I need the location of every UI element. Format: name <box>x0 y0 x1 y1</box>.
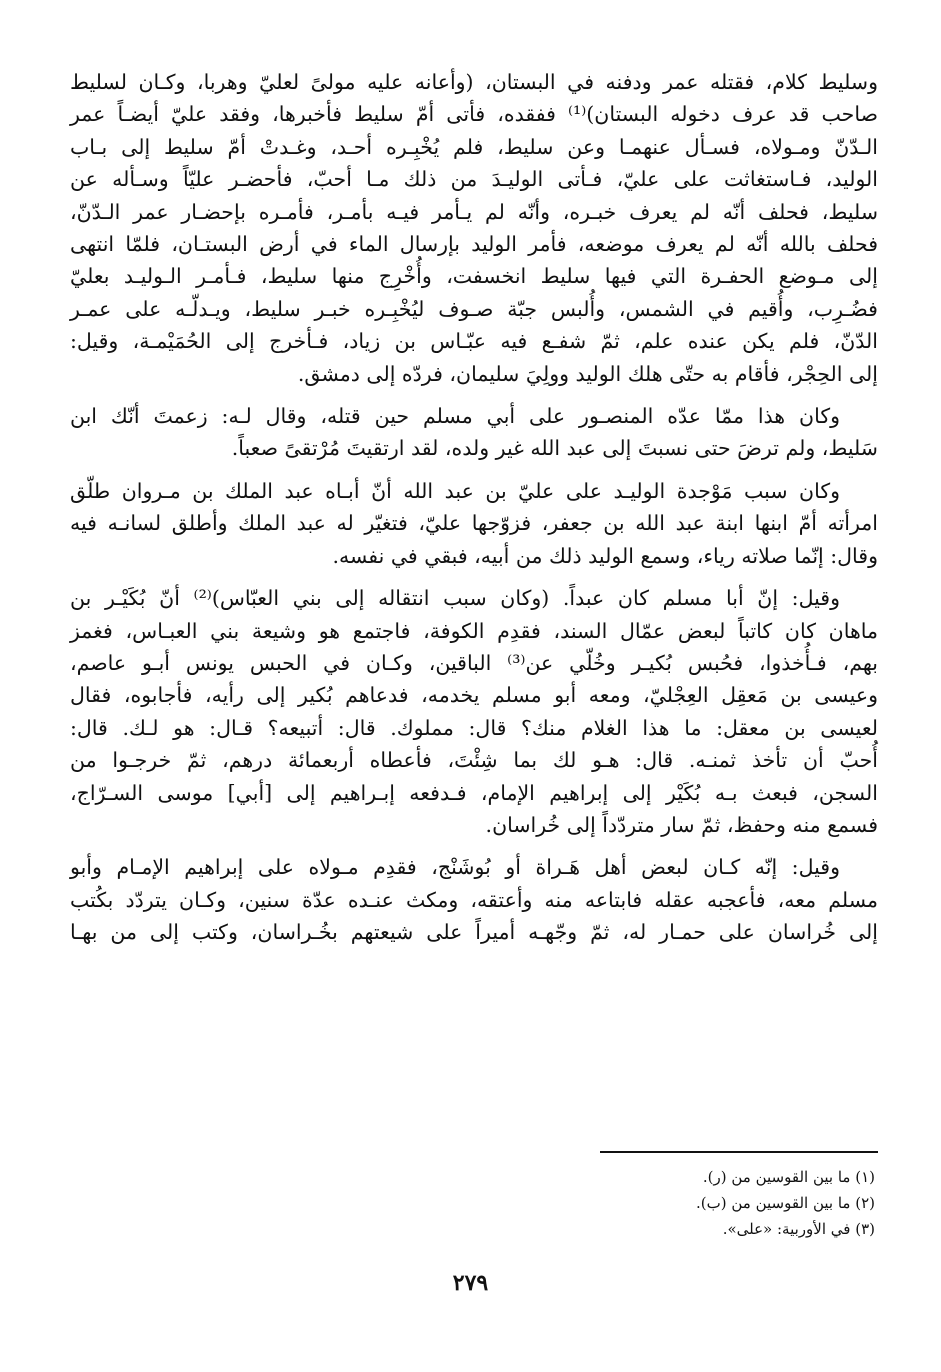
text-line: وقال: إنّما صلاته رياء، وسمع الوليد ذلك من أبيه، فبقي في نفسه. <box>332 543 878 568</box>
page-body <box>70 66 878 959</box>
text-line: بهم، فـأُخذوا، فحُبس بُكيـر وخُلّي عن⁽³⁾ الباقين، وكـان في الحبس يونس أبـو عاصم، <box>70 650 878 675</box>
text-line: الـدّنّ ومـولاه، فسـأل عنهمـا وعن سليط، فلم يُخْبِـره أحـد، وغـدتْ أمّ سليط إلى بـاب <box>70 134 878 159</box>
text-line: إلى مـوضع الحفـرة التي فيها سليط انخسفت، وأُخْرِج منها سليط، فـأمـر الـوليـد بعليّ <box>70 264 878 289</box>
text-line: السجن، فبعث بـه بُكَيْر إلى إبراهيم الإمام، فـدفعه إبـراهيم إلى [أبي] موسى السـرّاج، <box>70 780 878 805</box>
text-line: وعيسى بن مَعقِل العِجْليّ، ومعه أبو مسلم يخدمه، فدعاهم بُكير إلى رأيه، فأجابوه، فقال <box>70 683 878 708</box>
text-line: الوليد، فـاستغاثت على عليّ، فـأتى الوليـدَ من ذلك مـا أحبّ، فأحضـر عليّاً وسـأله عن <box>70 167 878 192</box>
paragraph-2 <box>70 400 878 465</box>
text-line: سَليط، ولم ترضَ حتى نسبتَ إلى عبد الله غير ولده، لقد ارتقيتَ مُرْتقىً صعباً. <box>231 436 878 461</box>
text-line: فحلف بالله أنّه لم يعرف موضعه، فأمر الوليد بإرسال الماء في أرض البستـان، فلمّا انتهى <box>70 232 878 257</box>
text-line: لعيسى بن معقل: ما هذا الغلام منك؟ قال: مملوك. قال: أتبيعه؟ قـال: هو لـك. قال: <box>70 715 878 740</box>
page-number: ٢٧٩ <box>452 1270 489 1296</box>
footnote-divider <box>600 1151 878 1153</box>
text-line: صاحب قد عرف دخوله البستان)⁽¹⁾ ففقده، فأتى أمّ سليط فأخبرها، وفقد عليّ أيضـاً عمر <box>70 102 878 127</box>
text-line: ماهان كان كاتباً لبعض عمّال السند، فقدِم الكوفة، فاجتمع هو وشيعة بني العبـاس، فغمز <box>70 618 878 643</box>
paragraph-3 <box>70 475 878 572</box>
footnotes <box>515 1164 875 1242</box>
footnote: (٣) في الأوربية: «على». <box>722 1220 875 1238</box>
text-line: إلى الحِجْر، فأقام به حتّى هلك الوليد وولِيَ سليمان، فردّه إلى دمشق. <box>297 361 878 386</box>
text-line: وقيل: إنّه كـان لبعض أهل هَـراة أو بُوشَنْج، فقدِم مـولاه على إبراهيم الإمـام وأبو <box>70 855 840 880</box>
text-line: وسليط كلام، فقتله عمر ودفنه في البستان، (وأعانه عليه مولىً لعليّ وهربا، وكـان لسليط <box>70 70 878 94</box>
text-line: وكان هذا ممّا عدّه المنصـور على أبي مسلم حين قتله، وقال لـه: زعمتَ أنّك ابن <box>70 404 840 429</box>
text-line: إلى خُراسان على حمـار له، ثمّ وجّهـه أميراً على شيعتهم بخُـراسان، وكتب إلى من بهـا <box>70 920 878 945</box>
text-line: فضُـرِب، وأُقيم في الشمس، وأُلبس جبّة صـوف ليُخْبِـره خبـر سليط، ويـدلّـه على عمـر <box>70 296 878 321</box>
footnote: (٢) ما بين القوسين من (ب). <box>696 1194 875 1212</box>
text-line: وكان سبب مَوْجدة الوليـد على عليّ بن عبد الله أنّ أبـاه عبد الملك بن مـروان طلّق <box>70 478 840 503</box>
paragraph-5 <box>70 851 878 948</box>
text-line: أُحبّ أن تأخذ ثمنـه. قال: هـو لك بما شِئْتَ، فأعطاه أربعمائة درهم، ثمّ خرجـوا من <box>70 748 878 773</box>
paragraph-4 <box>70 582 878 841</box>
footnote: (١) ما بين القوسين من (ر). <box>702 1168 875 1186</box>
text-line: وقيل: إنّ أبا مسلم كان عبداً. (وكان سبب انتقاله إلى بني العبّاس)⁽²⁾ أنّ بُكَيْـر بن <box>70 586 840 611</box>
text-line: فسمع منه وحفظ، ثمّ سار متردّداً إلى خُراسان. <box>485 812 878 837</box>
paragraph-1 <box>70 66 878 390</box>
text-line: سليط، فحلف أنّه لم يعرف خبـره، وأنّه لم يـأمر فيـه بأمـر، فأمـره بإحضـار عمر الـدّنّ، <box>70 199 878 224</box>
text-line: امرأته أمّ ابنها ابنة عبد الله بن جعفر، فزوّجها عليّ، فتغيّر له عبد الملك وأطلق لسانـه فيه <box>70 511 878 536</box>
text-line: مسلم معه، فأعجبه عقله فابتاعه منه وأعتقه، ومكث عنـده عدّة سنين، وكـان يتردّد بكُتب <box>70 887 878 912</box>
text-line: الدّنّ، فلم يكن عنده علم، ثمّ شفـع فيه عبّـاس بن زياد، فـأخرج إلى الحُمَيْمـة، وقيل: <box>70 329 878 354</box>
